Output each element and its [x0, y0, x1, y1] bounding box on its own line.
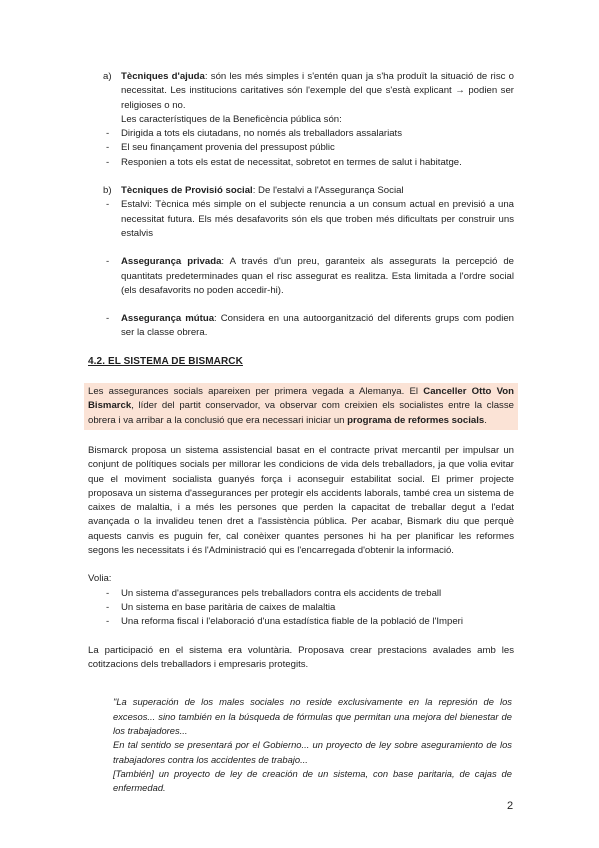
- page-number: 2: [507, 800, 514, 812]
- list-item: - Un sistema d'assegurances pels treballadors contra els accidents de treball: [106, 587, 442, 599]
- item-b-title: Tècniques de Provisió social: [121, 185, 253, 197]
- item-b-text: : De l'estalvi a l'Assegurança Social: [252, 185, 404, 197]
- item-a-title: Tècniques d'ajuda: [121, 71, 205, 82]
- highlight-box: Les assegurances socials apareixen per primera vegada a Alemanya. El Canceller Otto Von Bismarck, líder del partit conservador, va observar com creixien els socialistes entre la classe obrera i va arribar a la conclusió que era necessari iniciar un programa de reformes socials.: [84, 383, 518, 430]
- item-b: [88, 184, 514, 198]
- section-heading: 4.2. EL SISTEMA DE BISMARCK: [88, 355, 243, 367]
- list-item: - Responien a tots els estat de necessitat, sobretot en termes de salut i habitatge.: [106, 156, 462, 168]
- item-a-subline: Les característiques de la Beneficència pública són:: [121, 113, 342, 125]
- list-item: - El seu finançament provenia del pressupost públic: [106, 142, 335, 154]
- list-item-estalvi: - Estalvi: Tècnica més simple on el subjecte renuncia a un consum actual en previsió a una necessitat futura. Els més desafavorits són els que troben més dificultats per construir uns estalvis: [106, 199, 514, 239]
- document-page: [88, 70, 514, 805]
- paragraph-bismarck: Bismarck proposa un sistema assistencial basat en el contracte privat mercantil per impulsar un conjunt de polítiques socials per millorar les condicions de vida dels treballadors, ja que volia evitar que el moviment socialista guanyés força i aconseguir estabilitat social. El primer projecte proposava un sistema d'assegurances per protegir els accidents laborals, també crea un sistema de caixes de malaltia, i a més les persones que perden la capacitat de treballar degut a l'edat avançada o la invalideu tenen dret a l'assistència pública. Per acabar, Bismark diu que perquè aquests canvis es puguin fer, cal conèixer quantes persones hi ha per planificar les reformes segons les necessitats i és l'Administració qui es l'encarregada d'obtenir la informació.: [88, 444, 514, 557]
- item-b-marker: b): [103, 185, 112, 197]
- list-item: - Una reforma fiscal i l'elaboració d'una estadística fiable de la població de l'Imperi: [106, 616, 463, 628]
- volia-label: Volia:: [88, 573, 112, 585]
- item-a-marker: a): [103, 71, 112, 82]
- list-item-assegurança-mutua: - Assegurança mútua: Considera en una autoorganització del diferents grups com podien ser la classe obrera.: [106, 313, 515, 339]
- quote-block: "La superación de los males sociales no reside exclusivamente en la represión de los excesos... sino también en la búsqueda de fórmulas que permitan una mejora del bienestar de los trabajadores... En tal sentido se presentará por el Gobierno... un proyecto de ley sobre aseguramiento de los trabajadores contra los accidentes de trabajo... [También] un proyecto de ley de creación de un sistema, con base paritaria, de cajas de enfermedad.: [113, 696, 512, 794]
- paragraph-participacio: La participació en el sistema era voluntària. Proposava crear prestacions avalades amb les cotitzacions dels treballadors i empresaris protegits.: [88, 644, 514, 670]
- item-a-text: : són les més simples i s'entén quan ja s'ha produït la situació de risc o necessitat. Les institucions caritatives són l'exemple del que s'està explicant → podien ser religioses o no.: [121, 71, 514, 111]
- list-item: - Dirigida a tots els ciutadans, no només als treballadors assalariats: [106, 128, 403, 140]
- item-a: [88, 70, 514, 127]
- list-item-assegurança-privada: - Assegurança privada: A través d'un preu, garanteix als assegurats la percepció de quantitats predeterminades quan el risc assegurat es realitza. Esta limitada a l'ordre social (els desafavorits no poden accedir-hi).: [106, 256, 514, 296]
- list-item: - Un sistema en base paritària de caixes de malaltia: [106, 601, 336, 613]
